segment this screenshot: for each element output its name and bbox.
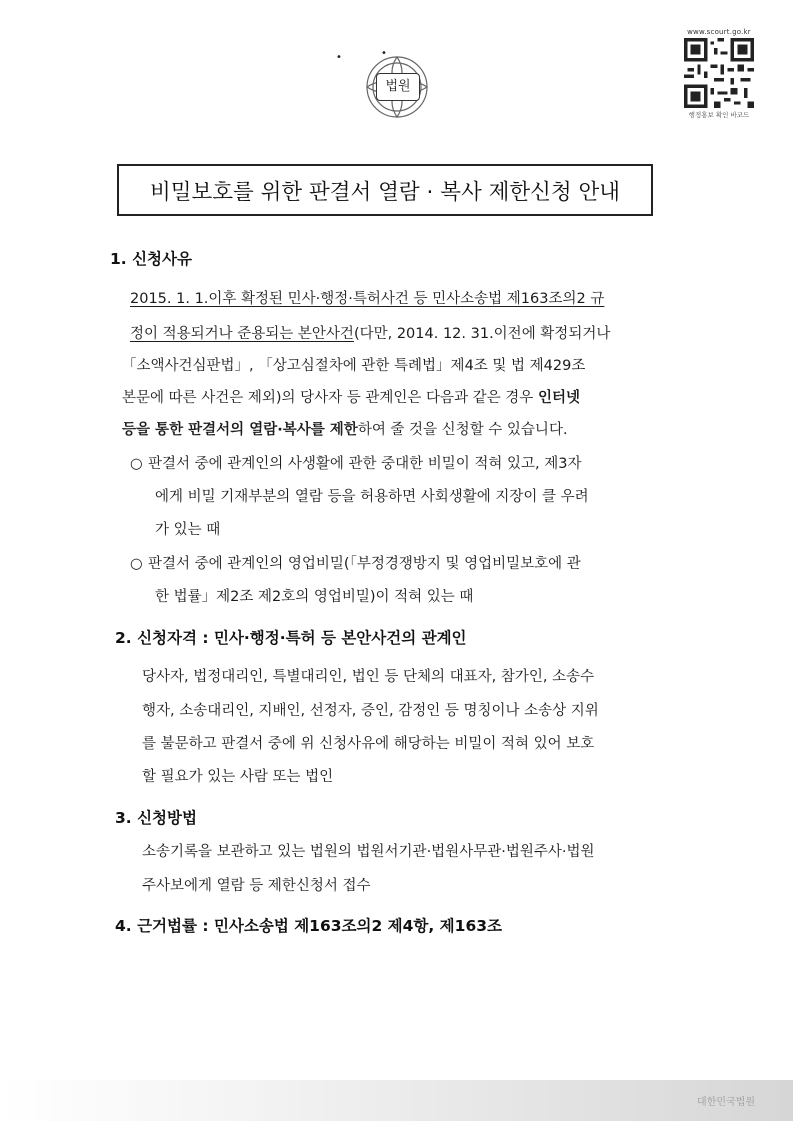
footer-band <box>0 1080 793 1121</box>
bullet-circle-icon: ○ <box>130 456 143 472</box>
section2-line2: 행자, 소송대리인, 지배인, 선정자, 증인, 감정인 등 명칭이나 소송상 지위 <box>142 703 599 719</box>
section1-heading: 1. 신청사유 <box>110 250 192 268</box>
bullet-circle-icon: ○ <box>130 556 143 572</box>
bullet2-line2: 한 법률」제2조 제2호의 영업비밀)이 적혀 있는 때 <box>155 589 474 605</box>
section1-line4 <box>122 386 580 407</box>
section3-line1: 소송기록을 보관하고 있는 법원의 법원서기관·법원사무관·법원주사·법원 <box>142 844 595 860</box>
seal-dot-right: • <box>381 48 387 59</box>
section1-line1: 2015. 1. 1.이후 확정된 민사·행정·특허사건 등 민사소송법 제163조의2 규 <box>130 291 605 307</box>
section2-line1: 당사자, 법정대리인, 특별대리인, 법인 등 단체의 대표자, 참가인, 소송수 <box>142 669 595 685</box>
section1-line4-bold: 인터넷 <box>537 390 580 406</box>
footer-label: 대한민국법원 <box>697 1097 755 1108</box>
section1-line2-underlined: 정이 적용되거나 준용되는 본안사건 <box>130 326 354 342</box>
qr-url: www.scourt.go.kr <box>687 28 751 36</box>
bullet1-line3: 가 있는 때 <box>155 522 221 538</box>
section3-heading: 3. 신청방법 <box>115 809 197 827</box>
bullet1-text1: 판결서 중에 관계인의 사생활에 관한 중대한 비밀이 적혀 있고, 제3자 <box>148 456 582 472</box>
seal-dot-left: • <box>336 52 342 63</box>
section2-line4: 할 필요가 있는 사람 또는 법인 <box>142 769 334 785</box>
section4-heading: 4. 근거법률 : 민사소송법 제163조의2 제4항, 제163조 <box>115 917 502 935</box>
section1-line2 <box>130 322 610 343</box>
section3-line2: 주사보에게 열람 등 제한신청서 접수 <box>142 878 371 894</box>
section1-line5 <box>122 418 568 439</box>
section2-heading: 2. 신청자격 : 민사·행정·특허 등 본안사건의 관계인 <box>115 629 467 647</box>
section1-line5-rest: 하여 줄 것을 신청할 수 있습니다. <box>357 422 568 438</box>
seal-label: 법원 <box>376 73 420 101</box>
bullet1-line1 <box>130 452 582 473</box>
bullet1-line2: 에게 비밀 기재부분의 열람 등을 허용하면 사회생활에 지장이 클 우려 <box>155 489 589 505</box>
qr-caption: 행정홍보 확인 바코드 <box>688 111 750 119</box>
section1-line2-rest: (다만, 2014. 12. 31.이전에 확정되거나 <box>353 326 611 342</box>
page-title: 비밀보호를 위한 판결서 열람 · 복사 제한신청 안내 <box>117 164 653 216</box>
section1-line4-text: 본문에 따른 사건은 제외)의 당사자 등 관계인은 다음과 같은 경우 <box>122 390 538 406</box>
bullet2-line1 <box>130 552 581 573</box>
bullet2-text1: 판결서 중에 관계인의 영업비밀(「부정경쟁방지 및 영업비밀보호에 관 <box>148 556 581 572</box>
section2-line3: 를 불문하고 판결서 중에 위 신청사유에 해당하는 비밀이 적혀 있어 보호 <box>142 736 595 752</box>
section1-line5-bold: 등을 통한 판결서의 열람·복사를 제한 <box>122 422 358 438</box>
section1-line3: 「소액사건심판법」, 「상고심절차에 관한 특례법」제4조 및 법 제429조 <box>122 358 586 374</box>
